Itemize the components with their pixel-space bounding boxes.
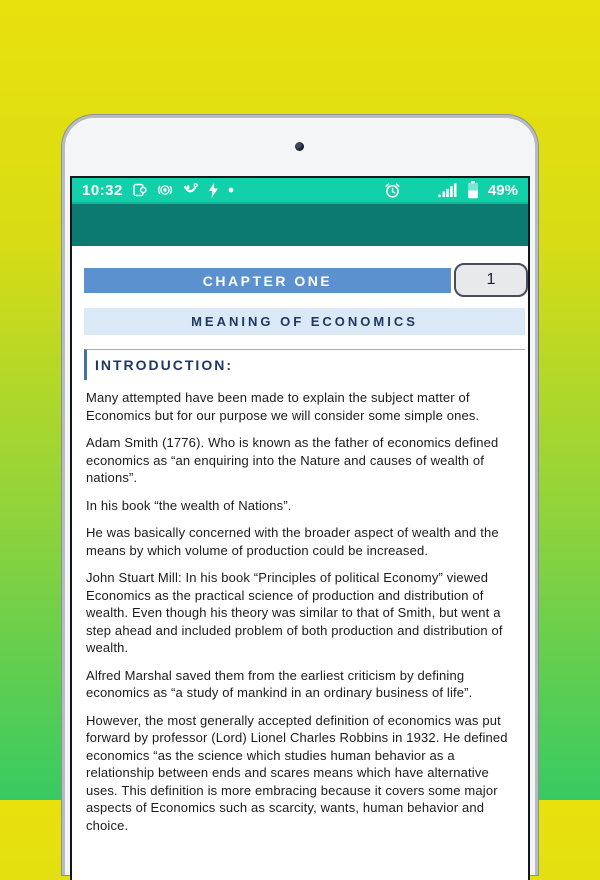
chapter-title-bar (84, 268, 451, 293)
paragraph: John Stuart Mill: In his book “Principles of political Economy” viewed Economics as the practical science of production and distribution of wealth. Even though his theory was similar to that of Smith, but went a step ahead and included problem of both production and distribution of wealth. (86, 570, 503, 655)
battery-percent-label: 49% (487, 181, 518, 199)
section-title-bar (84, 308, 525, 335)
signal-icon (438, 182, 458, 198)
hotspot-icon (157, 182, 173, 198)
chapter-title: CHAPTER ONE (202, 272, 333, 289)
document-content[interactable] (72, 256, 528, 834)
screen-record-icon (132, 182, 148, 198)
status-bar-right (384, 181, 518, 199)
app-toolbar (72, 204, 528, 246)
paragraph: He was basically concerned with the broader aspect of wealth and the means by which volume of production could be increased. (86, 525, 499, 558)
status-bar (72, 178, 528, 204)
chapter-header-row (72, 256, 528, 302)
paragraph: Many attempted have been made to explain the subject matter of Economics but for our purpose we will consider some simple ones. (86, 390, 480, 423)
paragraph: Alfred Marshal saved them from the earliest criticism by defining economics as “a study of mankind in an ordinary business of life”. (86, 667, 473, 700)
paragraph: However, the most generally accepted definition of economics was put forward by professor (Lord) Lionel Charles Robbins in 1932. He defined economics “as the science which studies human behavior as a relationship between ends and scares means which have alternative uses. This definition is more embracing because it covers some major aspects of Economics such as scarcity, wants, human behavior and choice. (86, 712, 508, 833)
page-number: 1 (486, 271, 496, 288)
charging-bolt-icon (208, 183, 219, 198)
battery-icon (467, 181, 479, 199)
introduction-heading-box (84, 349, 525, 380)
hand-gesture-icon (182, 182, 199, 198)
introduction-heading: INTRODUCTION: (95, 357, 233, 373)
body-text (86, 389, 522, 834)
paragraph: Adam Smith (1776). Who is known as the father of economics defined economics as “an enquiring into the Nature and causes of wealth of nations”. (86, 435, 499, 485)
paragraph: In his book “the wealth of Nations”. (86, 497, 292, 513)
notification-dot (228, 187, 234, 193)
status-bar-left (82, 182, 234, 199)
section-title: MEANING OF ECONOMICS (191, 314, 418, 329)
tablet-frame (62, 115, 538, 875)
status-time: 10:32 (82, 181, 123, 199)
device-screen (70, 176, 530, 880)
alarm-icon (384, 182, 401, 199)
front-camera-dot (295, 142, 304, 151)
page-number-tab[interactable] (454, 263, 528, 297)
